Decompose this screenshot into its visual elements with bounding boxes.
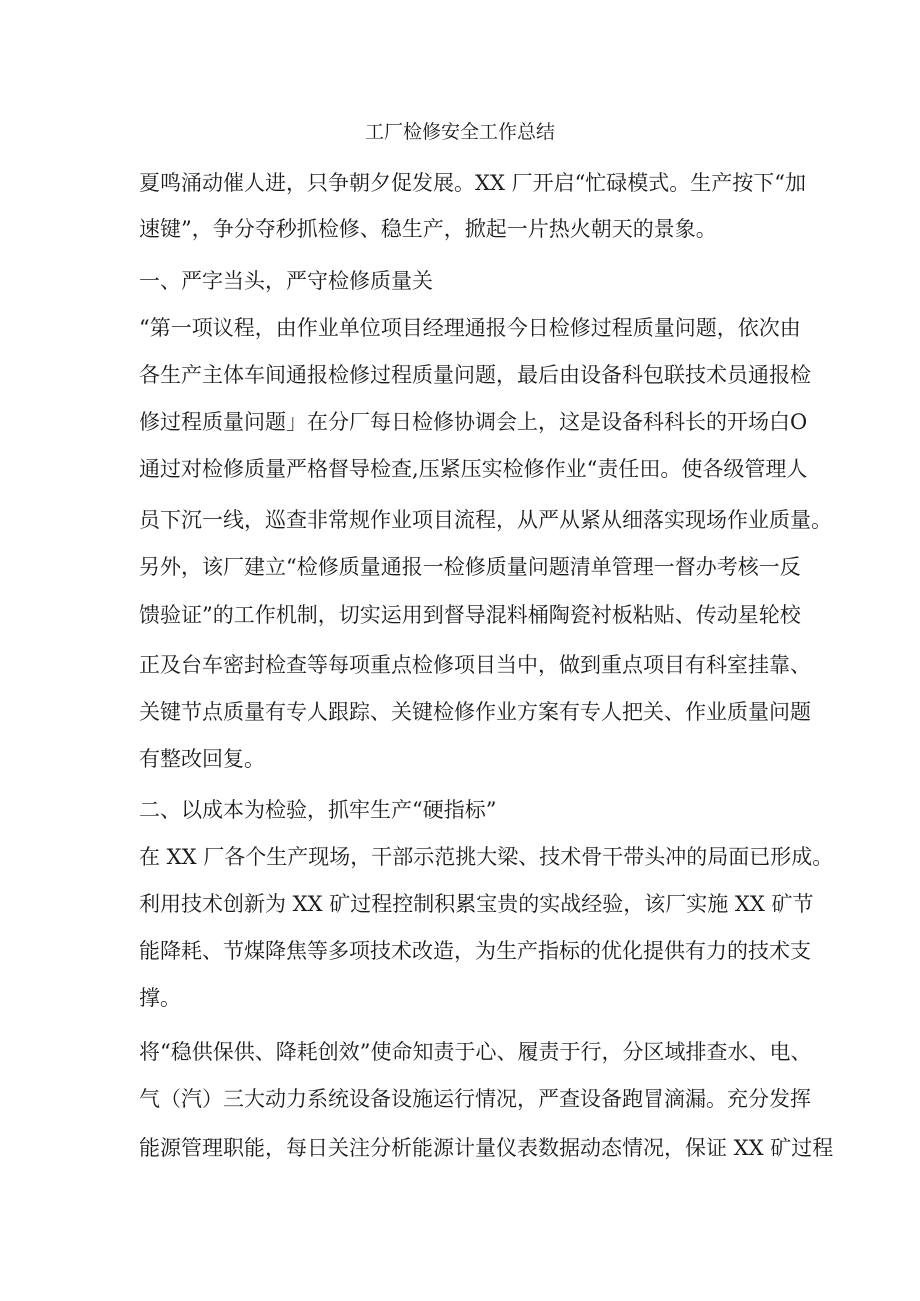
text-line: 正及台车密封检查等每项重点检修项目当中，做到重点项目有科室挂靠、 (139, 653, 811, 677)
text-line: 速键”，争分夺秒抓检修、稳生产，掀起一片热火朝天的景象。 (139, 217, 717, 241)
text-line: 撑。 (139, 986, 181, 1010)
text-line: 将“稳供保供、降耗创效”使命知责于心、履责于行，分区域排查水、电、 (139, 1040, 812, 1064)
text-line: 气（汽）三大动力系统设备设施运行情况，严查设备跑冒滴漏。充分发挥 (139, 1087, 811, 1111)
section-heading: 一、严字当头，严守检修质量关 (139, 269, 433, 293)
document-title: 工厂检修安全工作总结 (364, 121, 555, 143)
text-line: 各生产主体车间通报检修过程质量问题，最后由设备科包联技术员通报检 (139, 363, 811, 387)
text-line: 有整改回复。 (139, 747, 265, 771)
text-line: 关键节点质量有专人跟踪、关键检修作业方案有专人把关、作业质量问题 (139, 700, 811, 724)
text-line: 修过程质量问题」在分厂每日检修协调会上，这是设备科科长的开场白O (139, 410, 808, 434)
text-line: 利用技术创新为 XX 矿过程控制积累宝贵的实战经验，该厂实施 XX 矿节 (139, 892, 814, 916)
text-line: 能源管理职能，每日关注分析能源计量仪表数据动态情况，保证 XX 矿过程 (139, 1136, 834, 1160)
text-line: 通过对检修质量严格督导检查,压紧压实检修作业“责任田。使各级管理人 (139, 457, 808, 481)
text-line: 夏鸣涌动催人进，只争朝夕促发展。XX 厂开启“忙碌模式。生产按下“加 (139, 171, 807, 195)
text-line: 在 XX 厂各个生产现场，干部示范挑大梁、技术骨干带头冲的局面已形成。 (139, 845, 834, 869)
text-line: 另外，该厂建立“检修质量通报一检修质量问题清单管理一督办考核一反 (139, 555, 801, 579)
text-line: 馈验证”的工作机制，切实运用到督导混料桶陶瓷衬板粘贴、传动星轮校 (139, 603, 801, 627)
text-line: “第一项议程，由作业单位项目经理通报今日检修过程质量问题，依次由 (139, 316, 801, 340)
text-line: 能降耗、节煤降焦等多项技术改造，为生产指标的优化提供有力的技术支 (139, 939, 811, 963)
text-line: 员下沉一线，巡查非常规作业项目流程，从严从紧从细落实现场作业质量。 (139, 508, 832, 532)
section-heading: 二、以成本为检验，抓牢生产“硬指标” (139, 798, 497, 822)
